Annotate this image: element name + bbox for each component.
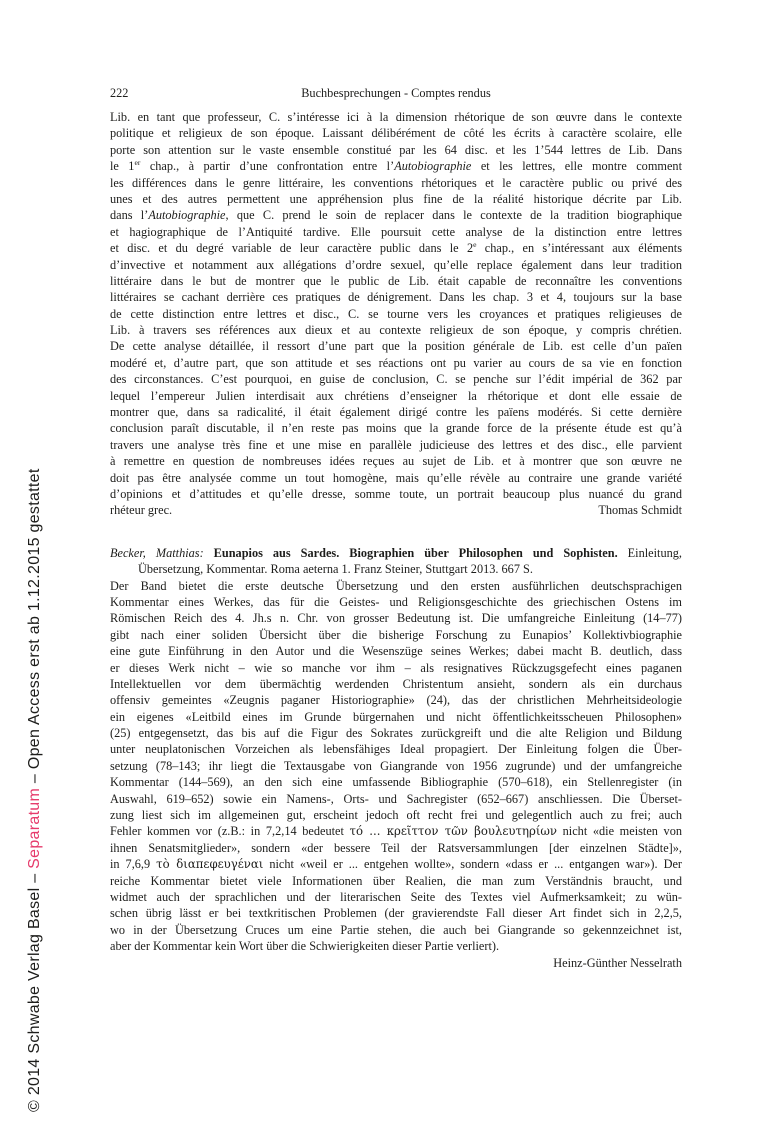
text-line: Kommentar eines Werkes, das für die Geistes- und Religionsgeschichte des griechischen Ostens im [110,594,682,609]
text-line: de cette distinction entre lettres et disc., C. se tourne vers les croyances et pratiques religieuses de [110,306,682,321]
text-line: d’opinions et d’attitudes et qu’elle dresse, somme toute, un portrait beaucoup plus nuancé du grand [110,486,682,501]
review-heading-line2: Übersetzung, Kommentar. Roma aeterna 1. Franz Steiner, Stuttgart 2013. 667 S. [138,562,533,577]
text-line: ihnen Senatsmitglieder», sondern «der bessere Teil der Ratsversammlungen [der einzelnen Städte]», [110,840,682,855]
review-french-last-line [110,502,682,518]
text-line: wo in der Übersetzung Cruces um eine Partie stehen, die auch bei Giangrande so gekennzeichnet ist, [110,922,682,937]
text-line: reiche Kommentar bietet viele Informationen über Realien, die man zum Verständnis braucht, und [110,873,682,888]
text-line: er dieses Werk nicht – wie so manche vor ihm – als resignatives Rückzugsgefecht eines paganen [110,660,682,675]
spine-copyright: © 2014 Schwabe Verlag Basel – [26,868,43,1112]
text-line: Römischen Reich des 4. Jh.s n. Chr. von grosser Bedeutung ist. Die umfangreiche Einleitung (14–77) [110,611,682,626]
review-french-closing: rhéteur grec. [110,503,173,518]
text-line: à remettre en question de nombreuses idées reçues au sujet de Lib. et à montrer que son œuvre ne [110,454,682,469]
spine-imprint [26,468,44,1112]
review-german-last-line: aber der Kommentar kein Wort über die Schwierigkeiten dieser Partie verliert). [110,939,500,954]
text-line: dans l’Autobiographie, que C. prend le soin de replacer dans le contexte de la tradition biographique [110,208,682,223]
text-line: d’invective et notamment aux allégations d’ordre sexuel, qu’elle replace également dans leur tradition [110,257,682,272]
reviewer-signature: Heinz-Günther Nesselrath [553,955,682,970]
text-line: et hagiographique de l’Antiquité tardive. Elle poursuit cette analyse de la distinction entre lettres [110,224,682,239]
review-german-body [110,578,682,939]
text-line: gibt nach einer soliden Übersicht über die bisherige Forschung zu Eunapios’ Kollektivbiographie [110,627,682,642]
text-line: eine gute Einführung in den Autor und die Wesenszüge seines Werkes; dabei macht B. deutlich, dass [110,644,682,659]
spine-open-access: – Open Access erst ab 1.12.2015 gestattet [26,468,43,788]
text-line: des circonstances. C’est pourquoi, en guise de conclusion, C. se penche sur l’édit impérial de 362 par [110,372,682,387]
text-line: politique et religieux de son époque. Laissant délibérément de côté les écrits à caractère scolaire, elle [110,126,682,141]
text-line: travers une analyse très fine et une mise en parallèle judicieuse des lettres et des disc., elle parvient [110,437,682,452]
header-title: Buchbesprechungen - Comptes rendus [301,86,491,100]
text-line: Kommentar (144–569), an den sich eine umfassende Bibliographie (570–618), ein Stellenregister (in [110,775,682,790]
text-line: Fehler kommen vor (z.B.: in 7,2,14 bedeutet τό ... κρεῖττον τῶν βουλευτηρίων nicht «die meisten von [110,824,683,839]
text-line: et disc. et du degré variable de leur caractère public dans le 2e chap., en s’intéressant aux éléments [110,240,682,256]
text-line: le 1er chap., à partir d’une confrontation entre l’Autobiographie et les lettres, elle montre comment [110,158,682,174]
text-line: Auswahl, 619–652) sowie ein Namens-, Orts- und Sachregister (652–667) anschliessen. Die Überset- [110,791,682,806]
text-line: Der Band bietet die erste deutsche Übersetzung und den ersten ausführlichen deutschsprachigen [110,578,682,593]
spine-separatum: Separatum [26,787,43,869]
text-line: offensiv gemeintes «Zeugnis paganer Historiographie» (24), das der christlichen Mehrheitsideologie [110,693,682,708]
reviewer-signature: Thomas Schmidt [598,503,682,518]
review-french-body [110,109,682,502]
text-line: (25) entgegensetzt, das bis auf die Figur des Sokrates zurückgreift und die alte Religion und Bildung [110,726,682,741]
text-line: porte son attention sur le vaste ensemble constitué par les 64 disc. et les 1’544 lettres de Lib. Dans [110,142,682,157]
text-line: Lib. à travers ses références aux dieux et au contexte religieux de son époque, y compris chrétien. [110,323,682,338]
text-line: widmet auch der sprachlichen und der literarischen Seite des Textes viel Aufmerksamkeit; zu wün- [110,889,682,904]
page-content [110,85,682,971]
text-line: littéraire dans le but de montrer que le public de Lib. était capable de reconnaître les conventions [110,273,682,288]
text-line: conclusion paraît discutable, il n’en reste pas moins que la grande force de la présente étude est qu’à [110,421,682,436]
text-line: lequel l’empereur Julien interdisait aux chrétiens d’enseigner la rhétorique et dont elle essaie de [110,388,682,403]
text-line: les différences dans le genre littéraire, les conventions rhétoriques et le caractère public ou privé des [110,175,682,190]
text-line: unes et des autres permettent une appréhension plus fine de la réalité historique décrite par Lib. [110,191,682,206]
review-heading [110,545,682,561]
text-line: littéraires se cachant derrière ces pratiques de dénigrement. Dans les chap. 3 et 4, toujours sur la base [110,290,682,305]
text-line: setzung (78–143; ihr liegt die Textausgabe von Giangrande von 1956 zugrunde) und der umfangreiche [110,758,682,773]
text-line: zung liest sich im allgemeinen gut, erscheint jedoch oft recht frei und gelegentlich auch zu frei; auch [110,808,682,823]
text-line: in 7,6,9 τὸ διαπεφευγέναι nicht «weil er ... entgehen wollte», sondern «dass er ... entgangen war»). Der [110,857,682,872]
text-line: unter neuplatonischen Vorzeichen als lebensfähiges Ideal propagiert. Der Einleitung folgen die Über- [110,742,682,757]
text-line: Intellektuellen vor dem übermächtig werdenden Christentum ansieht, sondern als ein durchaus [110,676,682,691]
text-line: modéré et, d’autre part, que son attitude et ses réactions ont pu varier au cours de sa vie en fonction [110,355,682,370]
text-line: doit pas être analysée comme un tout homogène, mais qu’elle révèle au contraire une grande variété [110,470,682,485]
text-line: schen übrig lässt er bei textkritischen Problemen (der gravierendste Fall dieser Art findet sich in 2,2,5, [110,906,682,921]
running-header [110,85,682,101]
page-number: 222 [110,86,129,100]
text-line: Lib. en tant que professeur, C. s’intéresse ici à la dimension rhétorique de son œuvre dans le contexte [110,110,682,124]
text-line: ein eigenes «Leitbild eines im Grunde bürgernahen und nicht öffentlichkeitsscheuen Philosophen» [110,709,682,724]
text-line: Becker, Matthias: Eunapios aus Sardes. Biographien über Philosophen und Sophisten. Einleitung, [110,545,682,560]
text-line: De cette analyse détaillée, il ressort d’une part que la position générale de Lib. est celle d’un païen [110,339,682,354]
text-line: montrer que, dans sa radicalité, il était également dirigé contre les païens modérés. Si cette dernière [110,405,682,420]
